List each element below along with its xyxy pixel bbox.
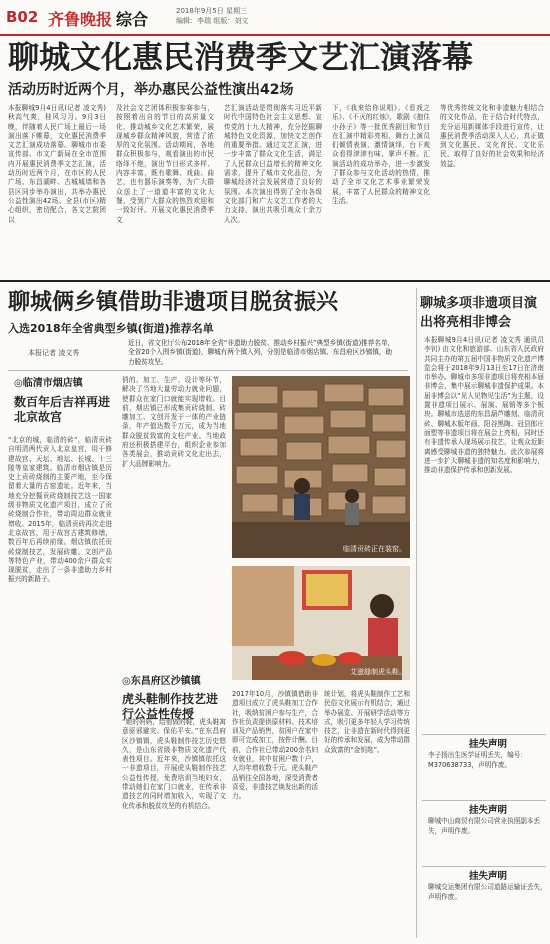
notice-2-title: 挂失声明 (468, 805, 507, 816)
story1-subheadline: 活动历时近两个月，举办惠民公益性演出42场 (8, 82, 294, 98)
notice-3-title: 挂失声明 (468, 871, 507, 882)
story1-column-3: 艺汇演活动是贯彻落实习近平新时代中国特色社会主义思想、宣传党的十九大精神，充分挖掘聊城特色文化资源，加快文艺创作的重要举措。通过文艺汇演，进一步丰富了群众文化生活，满足了人民群众日益增长的精神文化需求，提升了城市文化品位，为聊城经济社会发展营造了良好的氛围。本次演出得到了全市各级文化部门和广大文艺工作者的大力支持，演出共吸引观众十余万人次。 (224, 104, 322, 224)
section-a-heading: 数百年后吉祥再进北京故宫 (14, 395, 111, 424)
page-number: B02 (6, 8, 39, 26)
notice-divider-2 (422, 800, 546, 801)
kiln-photo (232, 376, 410, 558)
sidebar-headline: 聊城多项非遗项目演出将亮相非博会 (420, 296, 538, 330)
notice-divider-1 (422, 734, 546, 735)
notice-2 (428, 806, 548, 836)
kiln-photo-image (232, 376, 410, 558)
notice-1-title: 挂失声明 (468, 739, 507, 750)
section-c-heading: 虎头鞋制作技艺进行公益性传授 (122, 692, 219, 721)
story2-column-c: “她的妈妈，给他做的鞋，虎头鞋寓意驱邪避灾、保佑平安。”在东昌府区沙镇镇，虎头鞋制作技艺历史悠久，是山东省级非物质文化遗产代表性项目。近年来，沙镇镇依托这一非遗项目，开展虎头鞋制作技艺公益性传授，免费培训当地妇女，带动她们在家门口就业，在传承非遗技艺的同时增加收入，实现了文化传承和脱贫攻坚的有机结合。 (122, 718, 226, 810)
section-c-place: ◎东昌府区沙镇镇 (122, 676, 201, 687)
notice-1-text: 李子扬出生医学证明丢失，编号：M370638733，声明作废。 (428, 751, 527, 769)
lead-divider (8, 370, 408, 371)
story1-column-2: 及社会文艺团体积极参赛参与，按照着出自的节目的高质量文化，推动城乡文化艺术繁荣，展现城乡群众精神风貌，营造了浓厚的文化氛围。活动期间，各地群众积极参与，观看演出的市民络绎不绝，演出节目形式多样、内容丰富，既有歌舞、戏曲、曲艺，也有器乐演奏等，为广大群众送上了一道道丰富的文化大餐，受到广大群众的热烈欢迎和一致好评。开展文化惠民消费季文 (116, 104, 214, 224)
issue-date: 2018年9月5日 星期三 (176, 7, 247, 15)
story2-section-c (122, 674, 226, 722)
issue-meta (176, 6, 248, 26)
story2-column-d: 2017年10月，沙镇镇借助非遗项目成立了虎头鞋加工合作社，吸纳贫困户参与生产，合作社负责提供原材料、技术培训及产品销售，贫困户在家中即可完成加工，按件计酬。目前，合作社已带动200余名妇女就业，其中贫困户数十户，人均年增收数千元。虎头鞋产品销往全国各地，深受消费者喜爱，非遗技艺焕发出新的活力。 (232, 690, 318, 801)
notice-2-text: 聊城中山商贸有限公司营业执照副本丢失，声明作废。 (428, 817, 541, 835)
story2-lead: 近日，省文化厅公布2018年全省“非遗助力脱贫、推动乡村振兴”典型乡镇(街道)推荐名单，全省20个入围乡镇(街道)，聊城有两个镇入列，分别是临清市烟店镇、东昌府区沙镇镇，助力脱贫攻坚。 (128, 339, 395, 366)
story2-headline: 聊城俩乡镇借助非遗项目脱贫振兴 (8, 289, 339, 315)
notice-3 (428, 872, 548, 902)
story1-column-5: 等优秀传统文化和非遗魅力相结合的文化作品，在于结合时代特点，充分运用新媒体手段进行宣传，让惠民消费季活动深入人心，真正做到文化惠民、文化育民、文化乐民，取得了良好的社会效果和经济效益。 (440, 104, 544, 168)
notice-1 (428, 740, 548, 770)
story2-column-b: 俏的、加工、生产、设计等环节，解决了当地大量劳动力就业问题，使群众在家门口就能实现增收。目前，烟店镇已形成集贡砖烧制、砖雕加工、文创开发于一体的产业链条，年产值达数千万元，成为当地群众脱贫致富的支柱产业。当地政府还积极搭建平台，组织企业参加各类展会，推动贡砖文化走出去，扩大品牌影响力。 (122, 376, 226, 468)
story2-column-e: 统计划，将虎头鞋制作工艺和民俗文化展示有机结合，通过举办展览、开展研学活动等方式，吸引更多年轻人学习传统技艺，让非遗在新时代得到更好的传承和发展，成为带动群众致富的“金钥匙”。 (324, 690, 410, 754)
sidebar-divider (416, 288, 417, 938)
section-divider (0, 280, 550, 282)
sidebar-body: 本报聊城9月4日讯(记者 凌文秀 通讯员 李钊) 由文化和旅游部、山东省人民政府共同主办的第五届中国非物质文化遗产博览会将于2018年9月13日至17日在济南市举办。聊城市多项非遗项目将亮相本届非博会，集中展示聊城非遗保护成果。本届非博会以“见人见物见生活”为主题，设置非遗项目展示、展演、展销等多个板块。聊城市选送的东昌葫芦雕刻、临清贡砖、聊城木版年画、阳谷黑陶、冠县郎庄面塑等非遗项目将在展会上亮相，同时还有非遗传承人现场展示技艺，让观众近距离感受聊城非遗的独特魅力。此次参展将进一步扩大聊城非遗的知名度和影响力，推动非遗保护传承和创新发展。 (424, 336, 544, 475)
issue-editors: 编辑：李瑞 组版：刘文 (176, 17, 249, 25)
story2-section-a (14, 376, 114, 425)
tiger-shoe-photo (232, 566, 410, 680)
tiger-shoe-photo-caption: 艾滋缝制虎头鞋。 (350, 668, 406, 676)
story1-headline: 聊城文化惠民消费季文艺汇演落幕 (8, 40, 473, 76)
story2-column-a: “北京的城，临清的砖”，临清贡砖自明清两代贡入北京皇宫，用于修建故宫、天坛、地坛、长城、十三陵等皇家建筑。临清市烟店镇是历史上贡砖烧制的主要产地，至今保留着大量的古窑遗址。近年来，当地充分挖掘贡砖烧制技艺这一国家级非物质文化遗产项目，成立了贡砖烧制合作社，带动周边群众就业增收。2015年，临清贡砖再次走进北京故宫，用于故宫古建筑修缮，数百年后再续前缘。烟店镇依托贡砖烧制技艺，发展砖雕、文创产品等特色产业，带动400余户群众实现脱贫，走出了一条非遗助力乡村振兴的新路子。 (8, 436, 112, 584)
notice-divider-3 (422, 866, 546, 867)
section-name: 综合 (116, 10, 149, 29)
kiln-photo-caption: 临清贡砖正在装窑。 (343, 545, 406, 553)
newspaper-brand: 齐鲁晚报 (48, 10, 113, 29)
story2-subheadline: 入选2018年全省典型乡镇(街道)推荐名单 (8, 322, 214, 335)
tiger-shoe-photo-image (232, 566, 410, 680)
section-a-place: ◎临清市烟店镇 (14, 378, 83, 389)
page-header (0, 0, 550, 36)
story2-byline: 本报记者 凌文秀 (28, 349, 80, 357)
notice-3-text: 聊城交运集团有限公司道路运输证丢失，声明作废。 (428, 883, 547, 901)
story1-column-1: 本报聊城9月4日讯(记者 凌文秀) 秋高气爽，桂风习习。9月3日晚，伴随着人民广场上最后一场演出落下帷幕，文化惠民消费季文艺汇演成功落幕。聊城市市委宣传部、市文广新局在全市范围内开展惠民消费季文艺汇演，活动历时近两个月，在市区的人民广场、东昌湖畔、古城城墙和各县区同步举办演出，共举办惠民公益性演出42场。全县(市区)精心组织，密切配合，各文艺院团以 (8, 104, 106, 224)
story1-column-4: 下，《我来给你说唱》、《看戏之乐》、《不灭的红烛》，歌剧《抱住小孙子》等一批优秀剧目和节目在汇演中精彩亮相，舞台上演员们倾情表演、激情演绎，台下观众看得津津有味、掌声不断。汇演活动的成功举办，进一步激发了群众参与文化活动的热情，推动了全市文化艺术事业繁荣发展，丰富了人民群众的精神文化生活。 (332, 104, 430, 205)
